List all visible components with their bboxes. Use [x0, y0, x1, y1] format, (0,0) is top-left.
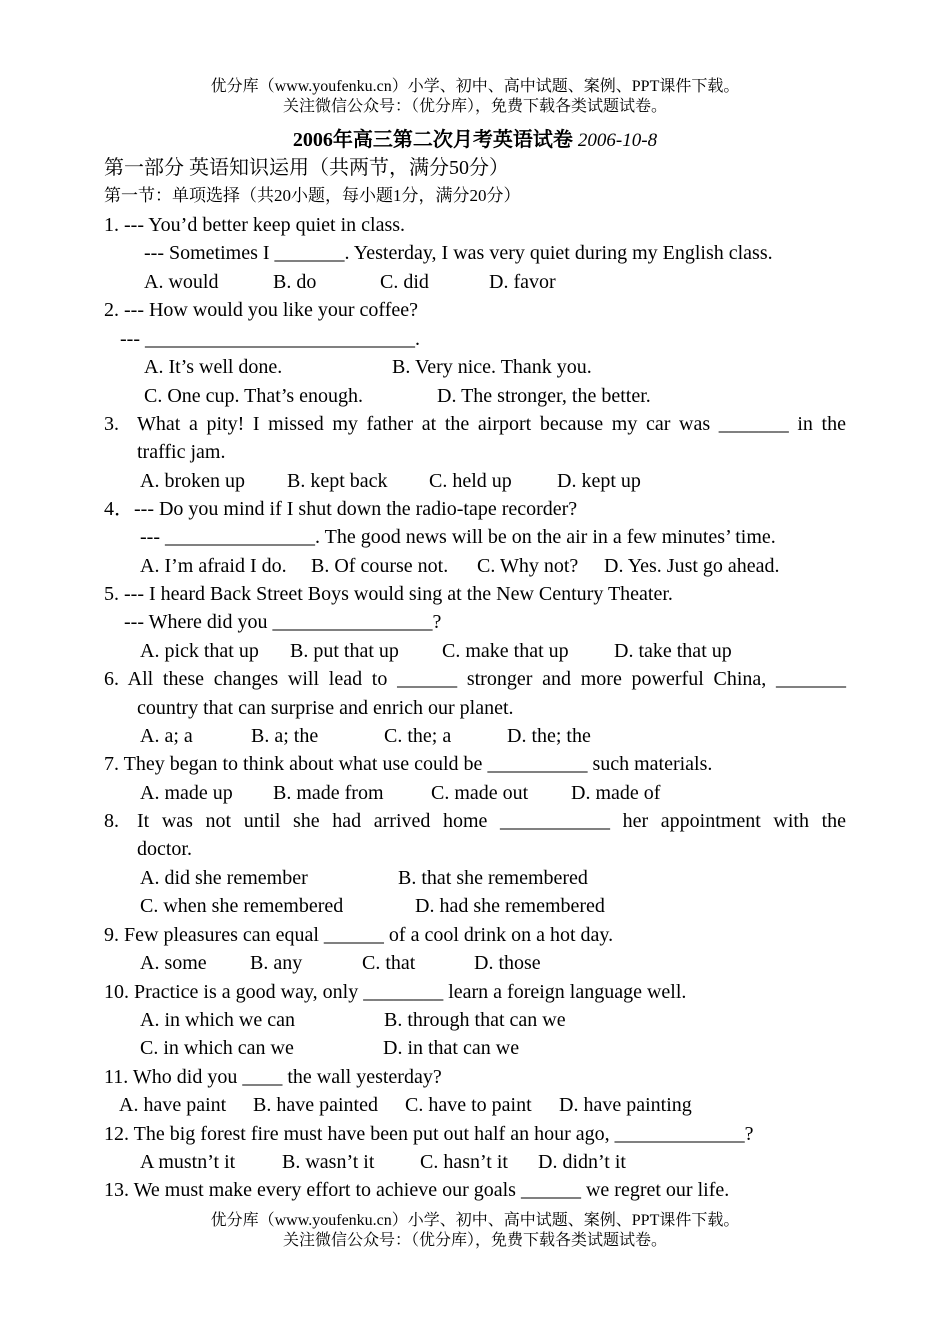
q3-option-d: D. kept up	[557, 470, 641, 492]
question-11-stem: 11. Who did you ____ the wall yesterday?	[104, 1066, 442, 1088]
q4-option-a: A. I’m afraid I do.	[140, 555, 287, 577]
q1-option-d: D. favor	[489, 271, 556, 293]
question-3-stem: What a pity! I missed my father at the airport because my car was _______ in the	[137, 413, 846, 435]
q5-option-b: B. put that up	[290, 640, 399, 662]
q12-option-a: A mustn’t it	[140, 1151, 236, 1173]
q2-option-d: D. The stronger, the better.	[437, 385, 651, 407]
exam-title	[0, 126, 950, 155]
q3-option-b: B. kept back	[287, 470, 388, 492]
q11-option-a: A. have paint	[119, 1094, 227, 1116]
question-2-dialog: --- ___________________________.	[120, 328, 420, 350]
part-heading: 第一部分 英语知识运用（共两节，满分50分）	[104, 157, 509, 179]
q8-option-b: B. that she remembered	[398, 867, 588, 889]
q3-option-a: A. broken up	[140, 470, 245, 492]
q4-option-d: D. Yes. Just go ahead.	[604, 555, 780, 577]
question-2-stem: 2. --- How would you like your coffee?	[104, 299, 418, 321]
q1-option-b: B. do	[273, 271, 317, 293]
q4-option-c: C. Why not?	[477, 555, 579, 577]
q5-option-d: D. take that up	[614, 640, 732, 662]
footer-line-1: 优分库（www.youfenku.cn）小学、初中、高中试题、案例、PPT课件下载。	[210, 1212, 740, 1229]
q4-option-b: B. Of course not.	[311, 555, 449, 577]
q10-option-c: C. in which can we	[140, 1037, 294, 1059]
q7-option-c: C. made out	[431, 782, 529, 804]
q7-option-b: B. made from	[273, 782, 384, 804]
q5-option-c: C. make that up	[442, 640, 569, 662]
q11-option-d: D. have painting	[559, 1094, 692, 1116]
q9-option-a: A. some	[140, 952, 207, 974]
q9-option-d: D. those	[474, 952, 541, 974]
q2-option-a: A. It’s well done.	[144, 356, 283, 378]
question-6-stem-cont: country that can surprise and enrich our planet.	[137, 697, 514, 719]
q10-option-d: D. in that can we	[383, 1037, 520, 1059]
q8-option-c: C. when she remembered	[140, 895, 344, 917]
q11-option-c: C. have to paint	[405, 1094, 532, 1116]
question-3-number: 3.	[104, 413, 119, 435]
question-6-stem: 6. All these changes will lead to ______ stronger and more powerful China, _______	[104, 668, 846, 690]
q12-option-b: B. wasn’t it	[282, 1151, 375, 1173]
q3-option-c: C. held up	[429, 470, 512, 492]
question-10-stem: 10. Practice is a good way, only ________ learn a foreign language well.	[104, 981, 687, 1003]
question-5-dialog: --- Where did you ________________?	[124, 611, 442, 633]
q10-option-b: B. through that can we	[384, 1009, 566, 1031]
header-line-2: 关注微信公众号：（优分库），免费下载各类试题试卷。	[282, 98, 667, 115]
q7-option-a: A. made up	[140, 782, 233, 804]
question-12-stem: 12. The big forest fire must have been put out half an hour ago, _____________?	[104, 1123, 754, 1145]
q12-option-c: C. hasn’t it	[420, 1151, 508, 1173]
header-line-1: 优分库（www.youfenku.cn）小学、初中、高中试题、案例、PPT课件下载。	[210, 78, 740, 95]
question-8-stem-cont: doctor.	[137, 838, 192, 860]
q6-option-a: A. a; a	[140, 725, 193, 747]
q7-option-d: D. made of	[571, 782, 661, 804]
question-4-stem: 4．--- Do you mind if I shut down the radio-tape recorder?	[104, 498, 578, 520]
q1-option-a: A. would	[144, 271, 219, 293]
question-1-stem: 1. --- You’d better keep quiet in class.	[104, 214, 406, 236]
question-4-dialog: --- _______________. The good news will be on the air in a few minutes’ time.	[140, 526, 776, 548]
q12-option-d: D. didn’t it	[538, 1151, 626, 1173]
question-1-dialog: --- Sometimes I _______. Yesterday, I was very quiet during my English class.	[144, 242, 773, 264]
q9-option-b: B. any	[250, 952, 303, 974]
footer-line-2: 关注微信公众号：（优分库），免费下载各类试题试卷。	[282, 1232, 667, 1249]
q9-option-c: C. that	[362, 952, 416, 974]
exam-date: 2006-10-8	[577, 130, 658, 151]
q8-option-a: A. did she remember	[140, 867, 308, 889]
q6-option-c: C. the; a	[384, 725, 452, 747]
q2-option-b: B. Very nice. Thank you.	[392, 356, 592, 378]
question-7-stem: 7. They began to think about what use could be __________ such materials.	[104, 753, 713, 775]
q6-option-b: B. a; the	[251, 725, 319, 747]
question-3-stem-cont: traffic jam.	[137, 441, 226, 463]
q6-option-d: D. the; the	[507, 725, 591, 747]
question-5-stem: 5. --- I heard Back Street Boys would sing at the New Century Theater.	[104, 583, 673, 605]
q5-option-a: A. pick that up	[140, 640, 259, 662]
question-13-stem: 13. We must make every effort to achieve our goals ______ we regret our life.	[104, 1179, 730, 1201]
exam-title-main: 2006年高三第二次月考英语试卷	[292, 129, 573, 151]
q8-option-d: D. had she remembered	[415, 895, 605, 917]
q10-option-a: A. in which we can	[140, 1009, 295, 1031]
q1-option-c: C. did	[380, 271, 429, 293]
question-8-stem: It was not until she had arrived home ___________ her appointment with the	[137, 810, 846, 832]
q2-option-c: C. One cup. That’s enough.	[144, 385, 364, 407]
question-8-number: 8.	[104, 810, 119, 832]
question-9-stem: 9. Few pleasures can equal ______ of a cool drink on a hot day.	[104, 924, 614, 946]
q11-option-b: B. have painted	[253, 1094, 378, 1116]
section-heading: 第一节：单项选择（共20小题，每小题1分，满分20分）	[104, 186, 521, 205]
